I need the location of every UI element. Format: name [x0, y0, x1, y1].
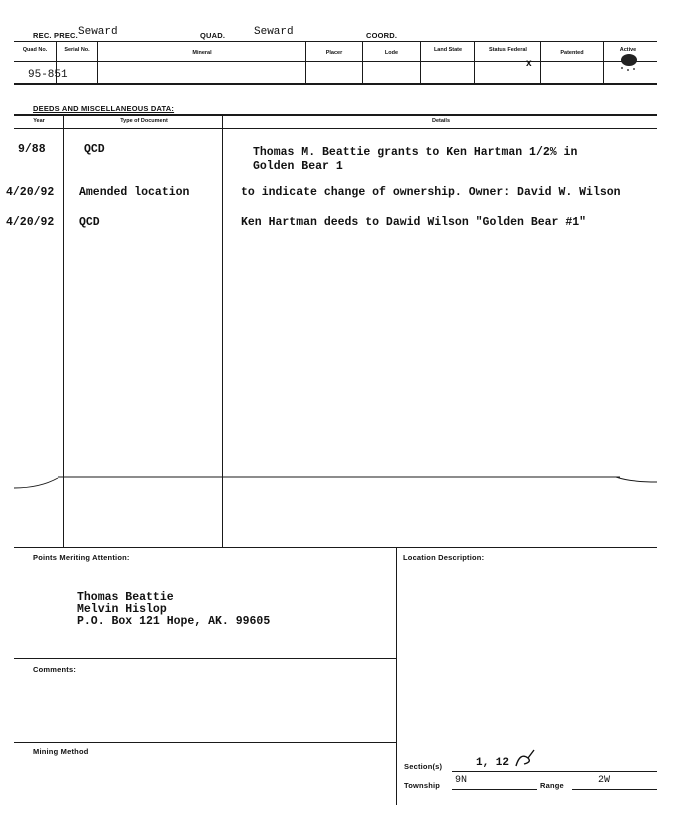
col-details: Details: [431, 118, 451, 124]
col-patented: Patented: [560, 50, 584, 56]
col-lode: Lode: [384, 50, 399, 56]
claim-col-divider: [362, 42, 363, 83]
township-underline: [452, 789, 537, 790]
col-land-state: Land State: [433, 47, 463, 53]
col-type: Type of Document: [120, 118, 168, 124]
active-stamp-icon: [616, 52, 642, 74]
township-value: 9N: [455, 775, 468, 786]
federal-mark: x: [526, 58, 532, 69]
range-value: 2W: [598, 775, 611, 786]
range-label: Range: [540, 781, 564, 790]
deed-year: 4/20/92: [6, 216, 55, 229]
rec-prec-value: Seward: [78, 26, 118, 38]
township-label: Township: [404, 781, 441, 790]
points-name-2: Melvin Hislop: [77, 603, 167, 616]
section-underline: [452, 771, 657, 772]
deed-year: 4/20/92: [6, 186, 55, 199]
deed-type: QCD: [84, 143, 105, 156]
mining-method-label: Mining Method: [33, 747, 89, 756]
points-name-1: Thomas Beattie: [77, 591, 174, 604]
points-rule-bottom: [14, 658, 396, 659]
section-value: 1, 12: [476, 757, 510, 769]
points-address: P.O. Box 121 Hope, AK. 99605: [77, 615, 271, 628]
col-serial-no: Serial No.: [64, 47, 90, 53]
rec-prec-label: REC. PREC.: [33, 31, 78, 40]
col-year: Year: [33, 118, 45, 124]
claim-col-divider: [603, 42, 604, 83]
quad-label: QUAD.: [200, 31, 226, 40]
claim-col-divider: [97, 42, 98, 83]
deed-details: Ken Hartman deeds to Dawid Wilson "Golden Bear #1": [241, 216, 587, 229]
col-quad-no: Quad No.: [22, 47, 48, 53]
deed-year: 9/88: [18, 143, 46, 156]
points-label: Points Meriting Attention:: [33, 553, 130, 562]
col-status-federal: Status Federal: [489, 47, 527, 53]
deed-type: QCD: [79, 216, 100, 229]
deed-details: Thomas M. Beattie grants to Ken Hartman 1/2% in: [253, 146, 578, 159]
coord-label: COORD.: [366, 31, 398, 40]
section-label: Section(s): [404, 762, 443, 771]
location-label: Location Description:: [403, 553, 485, 562]
lower-col-divider: [396, 548, 397, 805]
col-mineral: Mineral: [192, 50, 212, 56]
quad-value: Seward: [254, 26, 294, 38]
claim-col-divider: [540, 42, 541, 83]
deeds-rule-top: [14, 114, 657, 116]
deeds-header-rule: [14, 128, 657, 129]
deed-details: to indicate change of ownership. Owner: David W. Wilson: [241, 186, 621, 199]
col-active: Active: [619, 47, 637, 53]
deeds-rule-bottom: [14, 547, 657, 548]
claim-header-rule: [14, 61, 657, 62]
handwritten-mark-icon: [510, 748, 540, 770]
col-placer: Placer: [325, 50, 343, 56]
deeds-section-title: DEEDS AND MISCELLANEOUS DATA:: [33, 104, 175, 113]
header-rule-top: [14, 41, 657, 42]
deeds-tear-line: [0, 470, 678, 494]
deed-details-cont: Golden Bear 1: [253, 160, 343, 173]
range-underline: [572, 789, 657, 790]
claim-col-divider: [305, 42, 306, 83]
deed-type: Amended location: [79, 186, 190, 199]
serial-value: 95-851: [28, 69, 68, 81]
claim-bottom-rule: [14, 83, 657, 85]
claim-col-divider: [474, 42, 475, 83]
comments-label: Comments:: [33, 665, 77, 674]
claim-col-divider: [420, 42, 421, 83]
comments-rule-bottom: [14, 742, 396, 743]
